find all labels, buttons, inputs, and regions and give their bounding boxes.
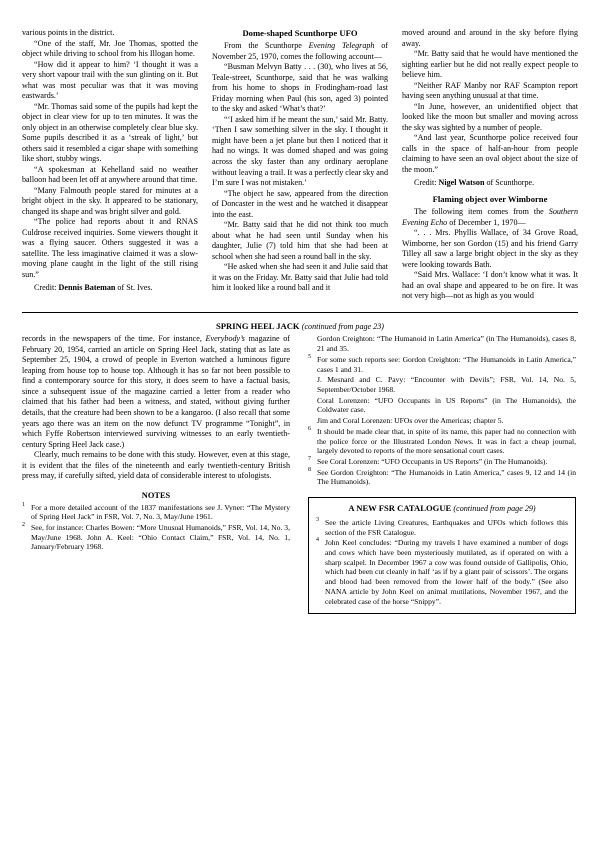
paragraph: “One of the staff, Mr. Joe Thomas, spotted the object while driving to school from his Illogan home. [22, 38, 198, 59]
note-text: For a more detailed account of the 1837 manifestations see J. Vyner: “The Mystery of Spring Heel Jack” in FSR, Vol. 7, No. 3, May/June 1961. [31, 502, 290, 522]
paragraph: “The object he saw, appeared from the direction of Doncaster in the west and he watched it disappear into the east. [212, 188, 388, 219]
continued-from-note: (continued from page 29) [453, 504, 536, 514]
paragraph: “Mr. Batty said that he would have mentioned the sighting earlier but he did not really expect people to believe him. [402, 49, 578, 80]
reference-item [308, 375, 576, 394]
reference-number: 6 [308, 425, 311, 432]
paragraph: “. . . Mrs. Phyllis Wallace, of 34 Grove Road, Wimborne, her son Gordon (15) and his friend Garry Tilley all saw a large bright object in the sky as they were looking towards Bath. [402, 228, 578, 269]
credit-name: Nigel Watson [438, 178, 485, 188]
reference-text: It should be made clear that, in spite of its name, this paper had no connection with the police force or the Illustrated London News. It was in fact a cheap journal, largely devoted to reports of the more sensational court cases. [317, 426, 576, 456]
catalogue-title: A NEW FSR CATALOGUE [348, 503, 452, 514]
column-two [212, 28, 388, 294]
paragraph [402, 207, 578, 228]
paragraph [212, 41, 388, 62]
column-three [402, 28, 578, 302]
reference-text: See Gordon Creighton: “The Humanoids in Latin America,” cases 9, 12 and 14 (in The Humanoids). [317, 467, 576, 487]
paragraph [22, 334, 290, 450]
paragraph-tail: magazine of February 20, 1954, carried an article on Spring Heel Jack, stating that as late as September 25, 1904, a crowd of people in Everton watched a luminous figure leaping from house top to house top. Although it has so far not been possible to find a contemporary source for this story, it does seem to have a factual basis, since a subsequent issue of the magazine carried a letter from a reader who claimed that his father had been a witness, and stated, without giving further details, that the creature had been shown to be a kangaroo. (I also recall that some years ago there was an item on the now defunct TV programme “Tonight”, in which Fyffe Robertson interviewed surviving witnesses to an early twentieth-century Spring Heel Jack case.) [22, 334, 291, 449]
reference-item [308, 468, 576, 487]
catalogue-references-list [316, 518, 568, 606]
paragraph: “And last year, Scunthorpe police received four calls in the space of half-an-hour from people claiming to have seen an oval object about the size of the moon.” [402, 133, 578, 174]
paragraph: “How did it appear to him? ‘I thought it was a very short vapour trail with the sun glinting on it. But what was most peculiar was that it was moving eastwards.’ [22, 59, 198, 101]
article-title: SPRING HEEL JACK [216, 320, 300, 331]
paragraph: “Mr. Batty said that he did not think too much about what he had seen until Sunday when his daughter, Julie (7) told him that she had been at school when she had seen a round ball in the sky. [212, 220, 388, 261]
reference-text: Gordon Creighton: “The Humanoid in Latin America” (in The Humanoids), cases 8, 21 and 35. [317, 334, 576, 354]
paragraph-tail: of November 25, 1970, comes the following account— [212, 41, 388, 61]
credit-prefix: Credit: [34, 283, 59, 293]
top-three-column-section [22, 28, 578, 302]
reference-item [308, 355, 576, 374]
magazine-title: Everybody’s [205, 334, 245, 344]
paragraph: “‘I asked him if he meant the sun,’ said Mr. Batty. ‘Then I saw something silver in the sky. I thought it might have been a jet plane but then I noticed that it had no wings. It was domed shaped and was going across the sky faster than any ordinary aeroplane without leaving a trail. It was a perfectly clear sky and I’m sure I was not mistaken.’ [212, 114, 388, 188]
notes-list [22, 503, 290, 553]
reference-number: 4 [316, 537, 319, 544]
section-heading-wimborne: Flaming object over Wimborne [432, 193, 548, 204]
notes-heading: NOTES [141, 490, 171, 500]
catalogue-box [308, 497, 576, 614]
publication-title: Southern Evening Echo [402, 207, 578, 227]
paragraph-lead: From the Scunthorpe [224, 41, 309, 51]
credit-line [22, 283, 198, 294]
credit-suffix: of Scunthorpe. [484, 178, 535, 188]
note-number: 1 [22, 501, 25, 508]
credit-line [402, 178, 578, 189]
section-heading-scunthorpe: Dome-shaped Scunthorpe UFO [242, 28, 358, 38]
reference-text: John Keel concludes: “During my travels I have examined a number of dogs and cows which have been mysteriously mutilated, as if operated on with a sharp scalpel. In December 1967 a cow was found outside of Gallipolis, Ohio, which had been cut cleanly in half ‘as if by a giant pair of scissors’. The organs and blood had been removed from the lower half of the body.” (See also NANA article by John Keel on animal mutilations, November 1967, and the celebrated case of the horse “Snippy”. [325, 538, 568, 606]
note-item [22, 523, 290, 552]
reference-item [308, 416, 576, 426]
continued-from-note: (continued from page 23) [301, 321, 384, 331]
reference-item [308, 334, 576, 353]
credit-prefix: Credit: [414, 178, 439, 188]
paragraph: Clearly, much remains to be done with this study. However, even at this stage, it is evident that the files of the nineteenth and early twentieth-century British press may, if carefully sifted, yield data of considerable interest to ufologists. [22, 450, 290, 481]
paragraph-lead: The following item comes from the [414, 207, 549, 217]
paragraph-lead: records in the newspapers of the time. For instance, [22, 334, 206, 344]
reference-item [308, 396, 576, 415]
reference-text: Coral Lorenzen: “UFO Occupants in US Reports” (in The Humanoids), the Coldwater case. [317, 395, 576, 415]
reference-text: J. Mesnard and C. Pavy: “Encounter with Devils”; FSR, Vol. 14, No. 5, September/October 1968. [317, 375, 576, 394]
article-heading-spring-heel-jack [22, 321, 578, 332]
note-number: 2 [22, 522, 25, 529]
reference-number: 8 [308, 466, 311, 473]
catalogue-heading [316, 503, 568, 514]
paragraph: “Neither RAF Manby nor RAF Scampton report having seen anything unusual at that time. [402, 80, 578, 101]
paragraph: “Mr. Thomas said some of the pupils had kept the object in clear view for up to ten minutes. It was the only object in an otherwise completely clear blue sky. Some pupils described it as a ‘streak of light,’ but others said it resembled a cigar shape with something like short, stubby wings. [22, 101, 198, 164]
publication-title: Evening Telegraph [308, 41, 375, 51]
reference-item [316, 518, 568, 537]
column-right [308, 334, 576, 614]
paragraph: “Many Falmouth people stared for minutes at a bright object in the sky. It appeared to be stationary, changed its shape and was bright silver and gold. [22, 185, 198, 216]
reference-text: See Coral Lorenzen: “UFO Occupants in US Reports” (in The Humanoids). [317, 457, 548, 467]
paragraph: moved around and around in the sky before flying away. [402, 28, 578, 48]
reference-number: 3 [316, 516, 319, 523]
paragraph: “In June, however, an unidentified object that looked like the moon but smaller and moving across the sky was sighted by a number of people. [402, 101, 578, 132]
section-divider [22, 312, 578, 313]
reference-item [308, 457, 576, 467]
paragraph: “Said Mrs. Wallace: ‘I don’t know what it was. It had an oval shape and appeared to be on fire. It was not very high—not as high as you would [402, 270, 578, 301]
reference-text: See the article Living Creatures, Earthquakes and UFOs which follows this section of the FSR Catalogue. [325, 517, 568, 537]
credit-name: Dennis Bateman [58, 283, 116, 293]
paragraph: various points in the district. [22, 28, 115, 37]
credit-suffix: of St. Ives. [115, 283, 153, 293]
paragraph: “He asked when she had seen it and Julie said that it was on the Friday. Mr. Batty said that Julie had told him it looked like a round ball and it [212, 262, 388, 293]
middle-two-column-section [22, 334, 578, 614]
reference-number: 7 [308, 456, 311, 463]
paragraph: “The police had reports about it and RNAS Culdrose received inquiries. Some viewers thought it was a flying saucer. Others suggested it was a satellite. The less imaginative claimed it was a slow-moving plane caught in the light of the still rising sun.” [22, 217, 198, 279]
reference-item [308, 427, 576, 456]
reference-number: 5 [308, 353, 311, 360]
paragraph-tail: of December 1, 1970— [447, 217, 526, 227]
column-one [22, 28, 198, 294]
reference-text: For some such reports see: Gordon Creighton: “The Humanoids in Latin America,” cases 1 and 31. [317, 354, 576, 374]
note-item [22, 503, 290, 522]
paragraph: “A spokesman at Kehelland said no weather balloon had been let off at anywhere around that time. [22, 164, 198, 185]
reference-text: Jim and Coral Lorenzen: UFOs over the Americas; chapter 5. [317, 416, 504, 426]
note-text: See, for instance: Charles Bowen: “More Unusual Humanoids,” FSR, Vol. 14, No. 3, May/June 1968. John A. Keel: “Ohio Contact Claim,” FSR, Vol. 14, No. 1, January/February 1968. [31, 523, 290, 552]
reference-item [316, 538, 568, 606]
column-left [22, 334, 290, 553]
references-list [308, 334, 576, 487]
paragraph: “Busman Melvyn Batty . . . (30), who lives at 56, Teale-street, Scunthorpe, said that he was walking from his home to shops in Frodingham-road last Friday morning when Paul (his son, aged 3) pointed to the sky and asked ‘What’s that?’ [212, 62, 388, 114]
